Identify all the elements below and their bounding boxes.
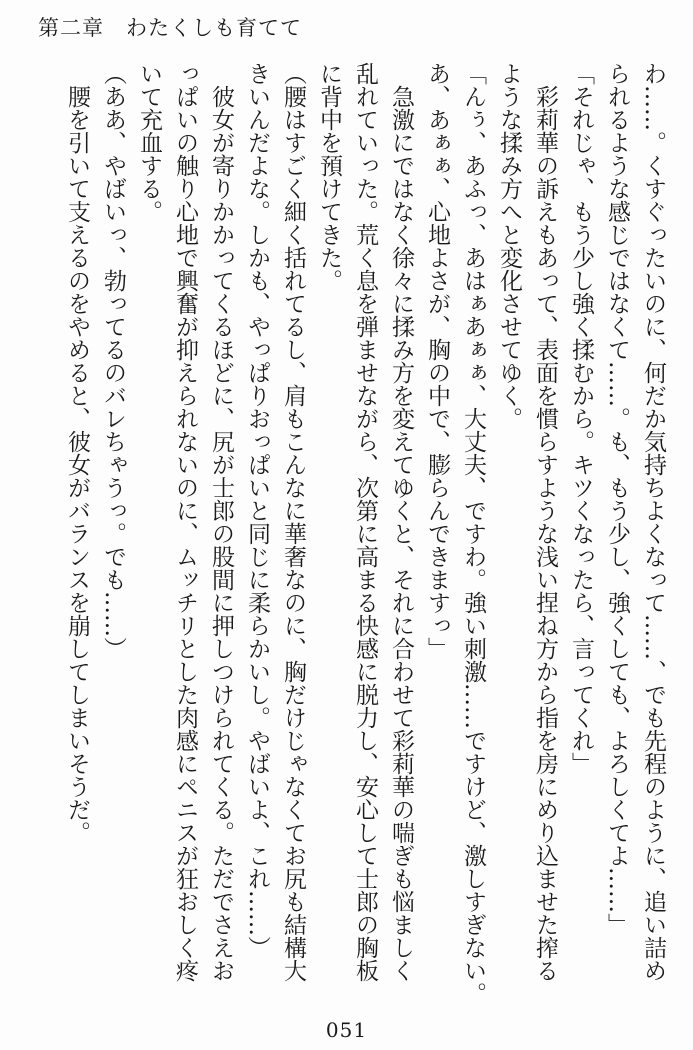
- text-column: られるような感じではなくて……。も、もう少し、強くしても、よろしくてよ……」: [604, 62, 630, 936]
- text-column: 「それじゃ、もう少し強く揉むから。キツくなったら、言ってくれ」: [568, 62, 594, 775]
- text-column: 乱れていった。荒く息を弾ませながら、次第に高まる快感に脱力し、安心して士郎の胸板: [352, 62, 378, 982]
- text-column: （腰はすごく細く括れてるし、肩もこんなに華奢なのに、胸だけじゃなくてお尻も結構大: [280, 62, 306, 982]
- text-column: 彩莉華の訴えもあって、表面を慣らすような浅い捏ね方から指を房にめり込ませた搾る: [532, 62, 558, 982]
- text-column: 「んぅ、あふっ、あはぁあぁぁ、大丈夫、ですわ。強い刺激……ですけど、激しすぎない。: [460, 62, 486, 1005]
- text-column: 急激にではなく徐々に揉み方を変えてゆくと、それに合わせて彩莉華の喘ぎも悩ましく: [388, 62, 414, 982]
- running-head: 第二章 わたくしも育てて: [38, 16, 302, 40]
- text-column: ような揉み方へと変化させてゆく。: [496, 62, 522, 430]
- text-column: きいんだよな。しかも、やっぱりおっぱいと同じに柔らかいし。やばいよ、これ……）: [244, 62, 270, 959]
- page-number: 051: [325, 1018, 368, 1042]
- text-column: わ……。くすぐったいのに、何だか気持ちよくなって……、でも先程のように、追い詰め: [640, 62, 666, 982]
- text-column: 腰を引いて支えるのをやめると、彼女がバランスを崩してしまいそうだ。: [64, 62, 90, 844]
- text-column: いて充血する。: [136, 62, 162, 223]
- text-column: に背中を預けてきた。: [316, 62, 342, 292]
- text-column: あ、あぁぁ、心地よさが、胸の中で、膨らんできますっ」: [424, 62, 450, 660]
- body-text: [59, 62, 671, 1012]
- text-column: 彼女が寄りかかってくるほどに、尻が士郎の股間に押しつけられてくる。ただでさえお: [208, 62, 234, 982]
- text-column: っぱいの触り心地で興奮が抑えられないのに、ムッチリとした肉感にペニスが狂おしく疼: [172, 62, 198, 982]
- text-column: （ああ、やばいっ、勃ってるのバレちゃうっ。でも……）: [100, 62, 126, 660]
